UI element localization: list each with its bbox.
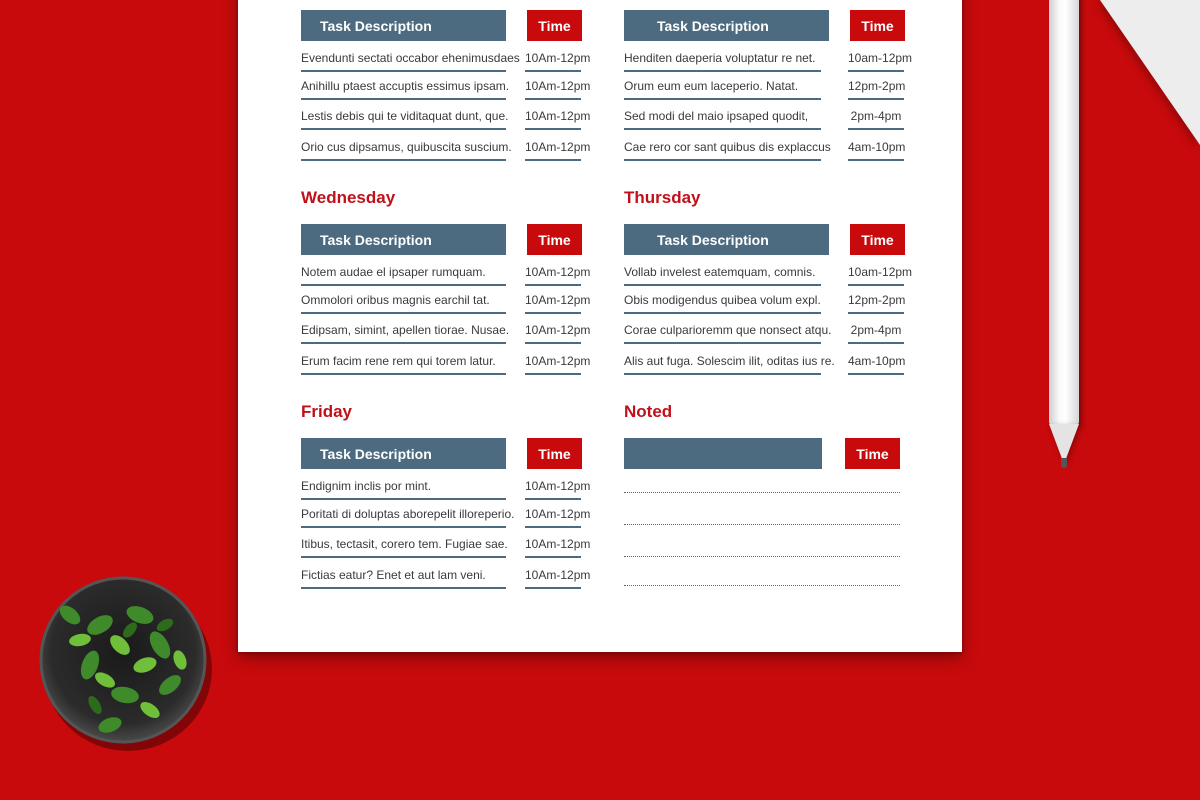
- task-time: 10Am-12pm: [525, 318, 581, 344]
- table-row: [301, 74, 591, 104]
- task-text: Notem audae el ipsaper rumquam.: [301, 260, 506, 286]
- table-row: [301, 135, 591, 165]
- time-header: Time: [527, 438, 582, 469]
- task-time: 10Am-12pm: [525, 563, 581, 589]
- noted-header: [624, 438, 822, 469]
- table-row: [301, 288, 591, 318]
- task-text: Itibus, tectasit, corero tem. Fugiae sae.: [301, 532, 506, 558]
- table-row: [301, 104, 591, 134]
- table-row: [301, 502, 591, 532]
- noted-title: Noted: [624, 402, 673, 421]
- table-row: [624, 318, 905, 348]
- task-text: Anihillu ptaest accuptis essimus ipsam.: [301, 74, 506, 100]
- task-text: Fictias eatur? Enet et aut lam veni.: [301, 563, 506, 589]
- task-text: Corae culparioremm que nonsect atqu.: [624, 318, 821, 344]
- task-text: Edipsam, simint, apellen tiorae. Nusae.: [301, 318, 506, 344]
- table-row: [301, 532, 591, 562]
- task-time: 10Am-12pm: [525, 532, 581, 558]
- task-time: 10Am-12pm: [525, 135, 581, 161]
- task-time: 10Am-12pm: [525, 104, 581, 130]
- task-text: Alis aut fuga. Solescim ilit, oditas ius re.: [624, 349, 821, 375]
- time-header: Time: [850, 224, 905, 255]
- table-row: [624, 349, 905, 379]
- time-header: Time: [527, 10, 582, 41]
- note-line[interactable]: [624, 524, 900, 525]
- task-description-header: Task Description: [301, 438, 506, 469]
- task-time: 12pm-2pm: [848, 288, 904, 314]
- table-row: [624, 135, 905, 165]
- note-line[interactable]: [624, 585, 900, 586]
- task-time: 2pm-4pm: [848, 318, 904, 344]
- task-text: Orio cus dipsamus, quibuscita suscium.: [301, 135, 506, 161]
- task-time: 10Am-12pm: [525, 74, 581, 100]
- task-time: 12pm-2pm: [848, 74, 904, 100]
- task-text: Ommolori oribus magnis earchil tat.: [301, 288, 506, 314]
- table-row: [624, 288, 905, 318]
- task-time: 10Am-12pm: [525, 46, 581, 72]
- potted-plant: [30, 565, 220, 755]
- task-time: 10Am-12pm: [525, 260, 581, 286]
- task-time: 10Am-12pm: [525, 474, 581, 500]
- task-text: Henditen daeperia voluptatur re net.: [624, 46, 821, 72]
- task-description-header: Task Description: [624, 224, 829, 255]
- day-title: Friday: [301, 402, 353, 421]
- task-time: 4am-10pm: [848, 135, 904, 161]
- task-time: 2pm-4pm: [848, 104, 904, 130]
- table-row: [624, 260, 913, 290]
- task-text: Evendunti sectati occabor ehenimusdaes: [301, 46, 506, 72]
- day-title: Thursday: [624, 188, 701, 207]
- time-header: Time: [845, 438, 900, 469]
- task-description-header: Task Description: [624, 10, 829, 41]
- time-header: Time: [527, 224, 582, 255]
- task-description-header: Task Description: [301, 10, 506, 41]
- task-time: 10Am-12pm: [525, 349, 581, 375]
- task-text: Erum facim rene rem qui torem latur.: [301, 349, 506, 375]
- task-text: Sed modi del maio ipsaped quodit,: [624, 104, 821, 130]
- table-row: [301, 260, 591, 290]
- table-row: [301, 474, 591, 504]
- pen-point: [1061, 458, 1067, 468]
- task-text: Vollab invelest eatemquam, comnis.: [624, 260, 821, 286]
- task-text: Endignim inclis por mint.: [301, 474, 506, 500]
- time-header: Time: [850, 10, 905, 41]
- task-text: Obis modigendus quibea volum expl.: [624, 288, 821, 314]
- task-text: Orum eum eum laceperio. Natat.: [624, 74, 821, 100]
- table-row: [624, 74, 905, 104]
- task-time: 10am-12pm: [848, 46, 904, 72]
- task-time: 4am-10pm: [848, 349, 904, 375]
- corner-paper: [1100, 0, 1200, 145]
- table-row: [624, 46, 913, 76]
- table-row: [624, 104, 905, 134]
- note-line[interactable]: [624, 556, 900, 557]
- task-text: Poritati di doluptas aborepelit illoreperio.: [301, 502, 506, 528]
- task-text: Lestis debis qui te viditaquat dunt, que.: [301, 104, 506, 130]
- task-text: Cae rero cor sant quibus dis explaccus: [624, 135, 821, 161]
- table-row: [301, 563, 591, 593]
- planner-sheet: [238, 0, 962, 652]
- table-row: [301, 318, 591, 348]
- task-time: 10Am-12pm: [525, 502, 581, 528]
- table-row: [301, 46, 591, 76]
- task-description-header: Task Description: [301, 224, 506, 255]
- table-row: [301, 349, 591, 379]
- task-time: 10am-12pm: [848, 260, 904, 286]
- note-line[interactable]: [624, 492, 900, 493]
- day-title: Wednesday: [301, 188, 396, 207]
- pen-body: [1049, 0, 1079, 425]
- task-time: 10Am-12pm: [525, 288, 581, 314]
